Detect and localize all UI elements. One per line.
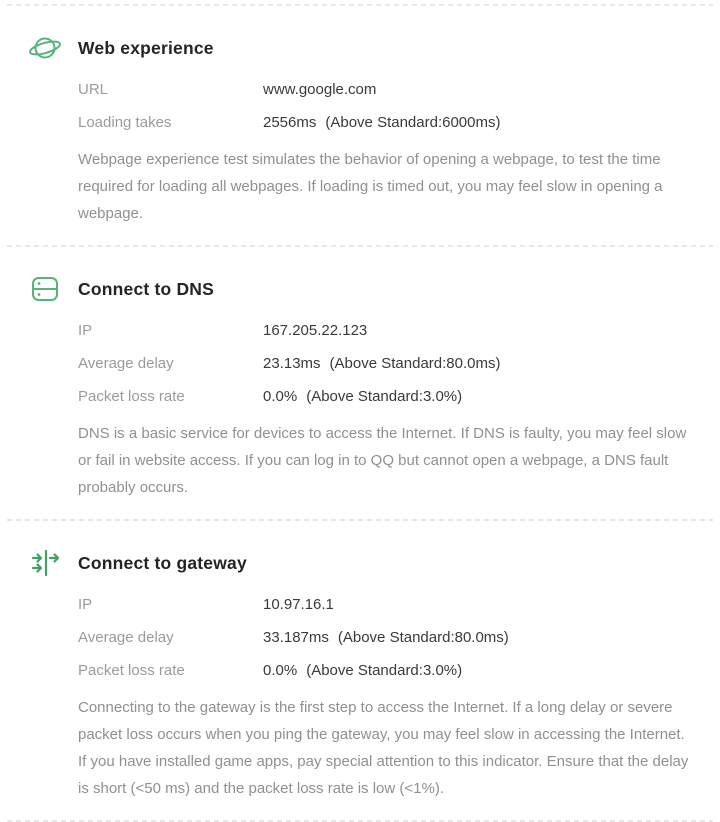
info-row-average-delay: [78, 629, 692, 647]
row-label: IP: [78, 596, 93, 613]
row-value: 167.205.22.123: [263, 322, 368, 339]
section-header: [28, 272, 692, 306]
section-header: [28, 546, 692, 580]
row-value: 0.0%: [263, 662, 298, 679]
info-row-packet-loss: [78, 662, 692, 680]
row-label: Packet loss rate: [78, 662, 185, 679]
section-header: [28, 31, 692, 65]
section-connect-to-dns: [0, 247, 720, 519]
section-title: Web experience: [78, 37, 214, 58]
gateway-arrows-icon: [28, 546, 62, 580]
row-value: 2556ms: [263, 114, 317, 131]
row-label: Average delay: [78, 629, 174, 646]
info-row-ip: [78, 596, 692, 614]
row-standard-note: (Above Standard:3.0%): [306, 662, 463, 679]
row-label: Loading takes: [78, 114, 172, 131]
row-value: 33.187ms: [263, 629, 329, 646]
row-label: URL: [78, 81, 109, 98]
row-label: Packet loss rate: [78, 388, 185, 405]
info-row-packet-loss: [78, 388, 692, 406]
row-standard-note: (Above Standard:80.0ms): [337, 629, 509, 646]
section-web-experience: [0, 6, 720, 245]
section-description: DNS is a basic service for devices to access the Internet. If DNS is faulty, you may feel slow or fail in website access. If you can log in to QQ but cannot open a webpage, a DNS fault probably occurs.: [78, 425, 687, 496]
section-description: Webpage experience test simulates the behavior of opening a webpage, to test the time required for loading all webpages. If loading is timed out, you may feel slow in opening a webpage.: [78, 151, 663, 222]
row-value: 23.13ms: [263, 355, 321, 372]
row-value: 0.0%: [263, 388, 298, 405]
row-standard-note: (Above Standard:3.0%): [306, 388, 463, 405]
section-title: Connect to DNS: [78, 278, 214, 299]
row-standard-note: (Above Standard:6000ms): [325, 114, 501, 131]
server-icon: [28, 272, 62, 306]
section-description: Connecting to the gateway is the first step to access the Internet. If a long delay or severe packet loss occurs when you ping the gateway, you may feel slow in accessing the Internet. If you have installed game apps, pay special attention to this indicator. Ensure that the delay is short (<50 ms) and the packet loss rate is low (<1%).: [78, 699, 689, 797]
row-value: 10.97.16.1: [263, 596, 334, 613]
row-label: IP: [78, 322, 93, 339]
info-row-url: [78, 81, 692, 99]
row-value: www.google.com: [263, 81, 377, 98]
info-row-average-delay: [78, 355, 692, 373]
info-row-ip: [78, 322, 692, 340]
row-standard-note: (Above Standard:80.0ms): [329, 355, 501, 372]
planet-icon: [28, 31, 62, 65]
section-title: Connect to gateway: [78, 552, 247, 573]
info-row-loading-takes: [78, 114, 692, 132]
section-connect-to-gateway: [0, 521, 720, 820]
row-label: Average delay: [78, 355, 174, 372]
